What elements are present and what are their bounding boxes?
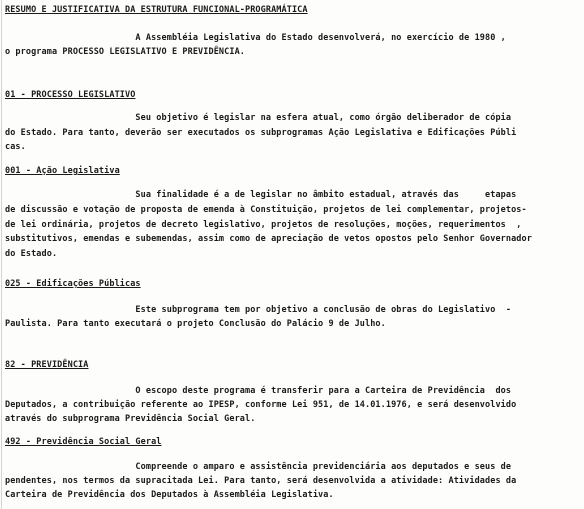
section-heading-acao-legislativa: 001 - Ação Legislativa [5,166,120,176]
paragraph-line: Paulista. Para tanto executará o projeto Conclusão do Palácio 9 de Julho. [5,319,386,329]
paragraph-line: Carteira de Previdência dos Deputados à Assembléia Legislativa. [5,490,334,500]
paragraph-line: do Estado. Para tanto, deverão ser executados os subprogramas Ação Legislativa e Edificações Públi [5,128,517,138]
paragraph-line: através do subprograma Previdência Social Geral. [5,414,256,424]
section-heading-processo-legislativo: 01 - PROCESSO LEGISLATIVO [5,90,136,100]
paragraph-line: Compreende o amparo e assistência previdenciária aos deputados e seus de [5,462,512,472]
paragraph-line: do Estado. [5,249,58,259]
paragraph-line: Sua finalidade é a de legislar no âmbito estadual, através das etapas [5,190,517,200]
paragraph-line: substitutivos, emendas e subemendas, assim como de apreciação de vetos opostos pelo Senhor Governador [5,234,532,244]
intro-line-1: A Assembléia Legislativa do Estado desenvolverá, no exercício de 1980 , [5,33,506,43]
scan-edge [1,0,2,509]
paragraph-line: pendentes, nos termos da supracitada Lei. Para tanto, será desenvolvida a atividade: Atividades da [5,476,517,486]
section-heading-edificacoes-publicas: 025 - Edificações Públicas [5,279,141,289]
intro-line-2: o programa PROCESSO LEGISLATIVO E PREVIDÊNCIA. [5,47,246,57]
section-heading-previdencia: 82 - PREVIDÊNCIA [5,360,89,370]
paragraph-line: O escopo deste programa é transferir para a Carteira de Previdência dos [5,386,512,396]
paragraph-line: Deputados, a contribuição referente ao IPESP, conforme Lei 951, de 14.01.1976, e será desenvolvido [5,400,517,410]
section-heading-previdencia-social-geral: 492 - Previdência Social Geral [5,437,162,447]
paragraph-line: de lei ordinária, projetos de decreto legislativo, projetos de resoluções, moções, requerimentos , [5,220,522,230]
paragraph-line: Este subprograma tem por objetivo a conclusão de obras do Legislativo - [5,305,512,315]
paragraph-line: de discussão e votação de proposta de emenda à Constituição, projetos de lei complementar, projetos- [5,205,527,215]
document-title: RESUMO E JUSTIFICATIVA DA ESTRUTURA FUNCIONAL-PROGRAMÁTICA [5,5,308,15]
paragraph-line: Seu objetivo é legislar na esfera atual, como órgão deliberador de cópia [5,113,512,123]
paragraph-line: cas. [5,142,26,152]
